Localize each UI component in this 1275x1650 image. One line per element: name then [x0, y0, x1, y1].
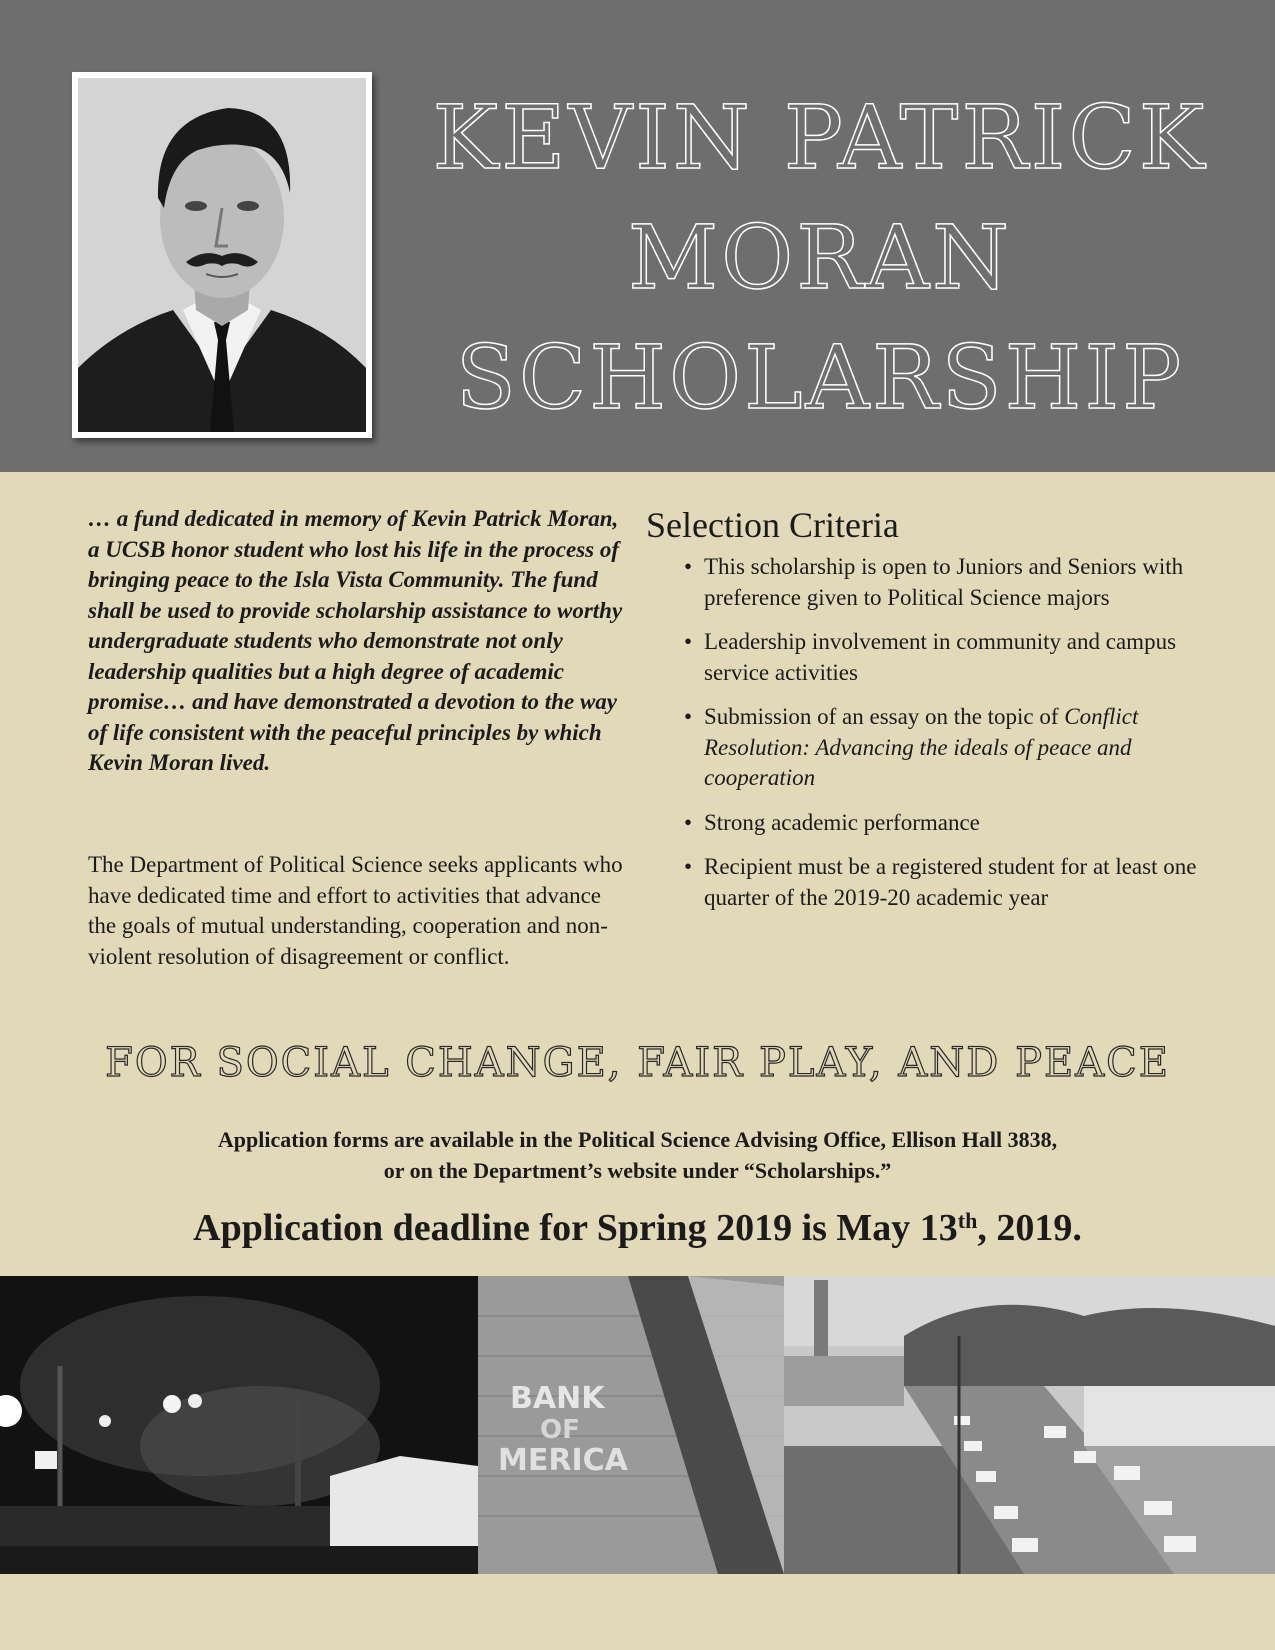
- criteria-text: Recipient must be a registered student for at least one quarter of the 2019-20 academic year: [704, 854, 1197, 910]
- fund-description: … a fund dedicated in memory of Kevin Patrick Moran, a UCSB honor student who lost his life in the process of bringing peace to the Isla Vista Community. The fund shall be used to provide scholarship assistance to worthy undergraduate students who demonstrate not only leadership qualities but a high degree of academic promise… and have demonstrated a devotion to the way of life consistent with the peaceful principles by which Kevin Moran lived.: [88, 506, 623, 775]
- header-banner: [0, 0, 1275, 472]
- criteria-item: [646, 702, 1206, 794]
- historical-photo-strip: [0, 1276, 1275, 1574]
- portrait-photo: [72, 72, 372, 438]
- selection-criteria: [646, 502, 1206, 927]
- title-line: KEVIN PATRICK: [432, 86, 1208, 189]
- bullet-icon: •: [684, 854, 693, 879]
- criteria-text: Strong academic performance: [704, 809, 980, 835]
- criteria-italic-text: Conflict Resolution: Advancing the ideals of peace and cooperation: [704, 704, 1139, 790]
- motto: FOR SOCIAL CHANGE, FAIR PLAY, AND PEACE: [105, 1040, 1170, 1086]
- bullet-icon: •: [684, 629, 693, 654]
- deadline-year: , 2019.: [977, 1207, 1082, 1249]
- portrait-illustration: [78, 78, 366, 432]
- criteria-list: [646, 552, 1206, 913]
- deadline-ordinal: th: [957, 1208, 978, 1233]
- criteria-title: Selection Criteria: [646, 505, 899, 545]
- bank-sign-line: OF: [540, 1415, 580, 1445]
- bank-of-america-photo: [478, 1276, 784, 1574]
- bullet-icon: •: [684, 704, 693, 729]
- criteria-item: [646, 552, 1206, 613]
- scholarship-title: [400, 78, 1240, 438]
- bank-sign-line: BANK: [510, 1381, 605, 1416]
- night-riot-photo: [0, 1276, 478, 1574]
- criteria-text: Leadership involvement in community and campus service activities: [704, 629, 1177, 685]
- bullet-icon: •: [684, 809, 693, 835]
- application-line: or on the Department’s website under “Scholarships.”: [383, 1158, 892, 1183]
- department-description: The Department of Political Science seeks applicants who have dedicated time and effort to activities that advance the goals of mutual understanding, cooperation and non-violent resolution of disagreement or conflict.: [88, 852, 623, 969]
- title-line: SCHOLARSHIP: [455, 326, 1185, 429]
- criteria-text: Submission of an essay on the topic of: [704, 704, 1065, 729]
- application-line: Application forms are available in the Political Science Advising Office, Ellison Hall 3838,: [217, 1127, 1058, 1152]
- bank-sign-line: MERICA: [498, 1443, 628, 1478]
- criteria-item: [646, 627, 1206, 688]
- criteria-text: This scholarship is open to Juniors and Seniors with preference given to Political Science majors: [704, 554, 1184, 610]
- deadline-text: Application deadline for Spring 2019 is May 13: [193, 1207, 958, 1249]
- bullet-icon: •: [684, 554, 693, 579]
- application-deadline: [0, 1196, 1275, 1253]
- application-info: [0, 1124, 1275, 1186]
- criteria-item: [646, 852, 1206, 913]
- title-line: MORAN: [627, 206, 1013, 309]
- criteria-item: [646, 808, 1206, 839]
- isla-vista-street-photo: [784, 1276, 1275, 1574]
